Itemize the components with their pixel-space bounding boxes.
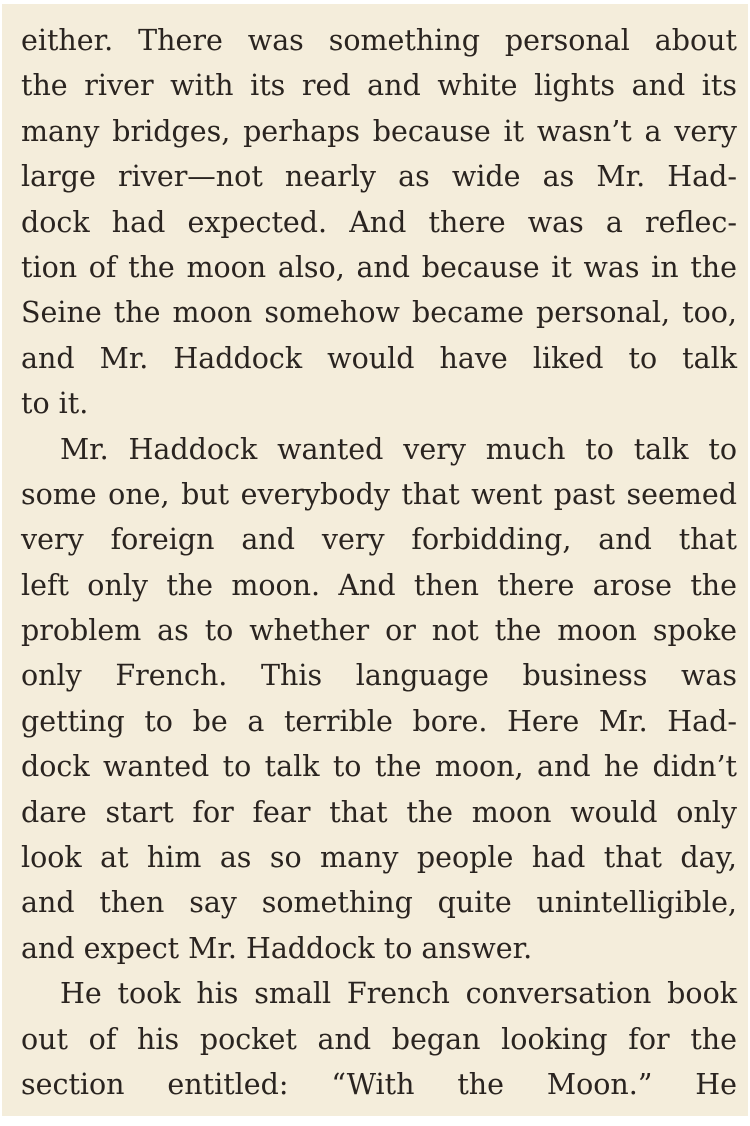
paragraph	[21, 18, 737, 427]
text-line: Seine the moon somehow became personal, too,	[21, 296, 737, 330]
text-line: some one, but everybody that went past seemed	[21, 477, 737, 511]
text-line: dock had expected. And there was a reflec-	[21, 205, 737, 239]
text-line: and Mr. Haddock would have liked to talk	[21, 341, 737, 375]
text-line: tion of the moon also, and because it was in the	[21, 250, 737, 284]
text-line: section entitled: “With the Moon.” He	[21, 1067, 737, 1101]
text-line: He took his small French conversation book	[60, 977, 737, 1011]
text-line: left only the moon. And then there arose the	[21, 568, 737, 602]
text-line: either. There was something personal about	[21, 24, 737, 57]
paragraph	[21, 971, 737, 1107]
text-line: out of his pocket and began looking for the	[21, 1022, 737, 1056]
text-line: and then say something quite unintelligible,	[21, 886, 737, 920]
book-page	[2, 4, 748, 1116]
text-line: dare start for fear that the moon would only	[21, 795, 737, 829]
text-line: many bridges, perhaps because it wasn’t a very	[21, 114, 737, 148]
text-line: the river with its red and white lights and its	[21, 69, 737, 103]
page-text	[21, 18, 737, 1107]
text-line: to it.	[21, 387, 89, 421]
text-line: problem as to whether or not the moon spoke	[21, 614, 737, 648]
text-line: only French. This language business was	[21, 659, 737, 693]
text-line: and expect Mr. Haddock to answer.	[21, 931, 533, 965]
text-line: Mr. Haddock wanted very much to talk to	[60, 432, 737, 466]
text-line: look at him as so many people had that day,	[21, 841, 737, 875]
paragraph	[21, 427, 737, 972]
text-line: dock wanted to talk to the moon, and he didn’t	[21, 750, 737, 784]
text-line: large river—not nearly as wide as Mr. Had-	[21, 160, 737, 194]
text-line: very foreign and very forbidding, and that	[21, 523, 737, 557]
text-line: getting to be a terrible bore. Here Mr. Had-	[21, 704, 737, 738]
